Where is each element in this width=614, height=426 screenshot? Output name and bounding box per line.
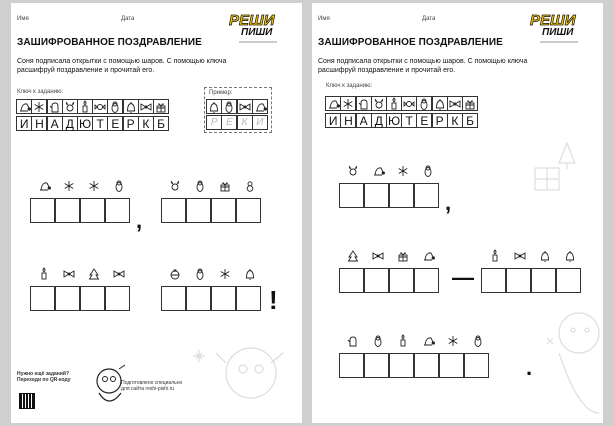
cipher-icon xyxy=(31,173,56,198)
penguin-icon xyxy=(417,97,431,111)
key-letter-cell: А xyxy=(356,113,372,128)
key-letter-cell: Ю xyxy=(78,116,92,131)
key-letter-cell: Н xyxy=(340,113,356,128)
answer-box[interactable] xyxy=(339,268,364,293)
cipher-icon xyxy=(415,328,440,353)
key-letter-cell: Т xyxy=(92,116,108,131)
cipher-icon xyxy=(390,328,415,353)
answer-box[interactable] xyxy=(439,353,464,378)
answer-box[interactable] xyxy=(236,286,261,311)
answer-box[interactable] xyxy=(414,353,439,378)
snowflake-icon xyxy=(87,179,101,193)
example-letters-row xyxy=(207,115,268,130)
candle-icon xyxy=(37,267,51,281)
bow-icon xyxy=(112,267,126,281)
example-icon-cell xyxy=(237,99,253,114)
example-box xyxy=(204,87,272,133)
penguin-icon xyxy=(193,179,207,193)
footer-right-text: Подготовлено специально для сайта reshi-pishi.ru xyxy=(121,380,183,392)
key-icon-cell xyxy=(432,96,448,111)
key-letter-cell: Р xyxy=(123,116,139,131)
punctuation-dash: — xyxy=(452,265,474,290)
cipher-icon xyxy=(56,261,81,286)
penguin-icon xyxy=(371,334,385,348)
key-letter-cell: Е xyxy=(416,113,432,128)
tree-icon xyxy=(87,267,101,281)
key-icon-cell xyxy=(92,99,108,114)
cipher-icon xyxy=(237,261,262,286)
key-icon-cell xyxy=(77,99,93,114)
key-icon-cell xyxy=(386,96,402,111)
ball-icon xyxy=(168,267,182,281)
candy-icon xyxy=(93,100,107,114)
key-letter-cell: Т xyxy=(401,113,417,128)
key-letter-cell: Д xyxy=(371,113,387,128)
answer-box[interactable] xyxy=(30,198,55,223)
bird-decoration-icon xyxy=(181,333,291,418)
name-label: Имя xyxy=(17,16,29,22)
cipher-icon xyxy=(212,261,237,286)
key-icon-cell xyxy=(123,99,139,114)
key-icon-cell xyxy=(16,99,32,114)
task-text: Соня подписала открытки с помощью шаров. С помощью ключа расшифруй поздравление и прочитай его. xyxy=(318,58,528,74)
candle-icon xyxy=(78,100,92,114)
hat-icon xyxy=(253,100,267,114)
candy-icon xyxy=(402,97,416,111)
hat-icon xyxy=(37,179,51,193)
answer-box[interactable] xyxy=(389,183,414,208)
mitten-icon xyxy=(48,100,62,114)
answer-box[interactable] xyxy=(80,198,105,223)
bell-icon xyxy=(433,97,447,111)
key-icon-cell xyxy=(47,99,63,114)
punctuation-comma: , xyxy=(445,190,452,215)
penguin-icon xyxy=(112,179,126,193)
hat-icon xyxy=(421,249,435,263)
answer-box[interactable] xyxy=(30,286,55,311)
key-icon-cell xyxy=(153,99,169,114)
example-letter-cell: Е xyxy=(221,115,237,130)
example-letter-cell: К xyxy=(237,115,253,130)
hat-icon xyxy=(17,100,31,114)
penguin-icon xyxy=(193,267,207,281)
cipher-icon xyxy=(237,173,262,198)
cipher-icon xyxy=(212,173,237,198)
cipher-word xyxy=(340,328,490,378)
cipher-icon xyxy=(187,173,212,198)
key-icon-cell xyxy=(447,96,463,111)
bow-icon xyxy=(139,100,153,114)
key-icon-cell xyxy=(416,96,432,111)
key-letters-row xyxy=(326,113,478,128)
key-icon-cell xyxy=(371,96,387,111)
gift-icon xyxy=(463,97,477,111)
page-title: ЗАШИФРОВАННОЕ ПОЗДРАВЛЕНИЕ xyxy=(318,37,503,48)
answer-box[interactable] xyxy=(105,286,130,311)
cipher-word xyxy=(340,243,440,293)
answer-box[interactable] xyxy=(211,286,236,311)
answer-box[interactable] xyxy=(186,198,211,223)
answer-box[interactable] xyxy=(161,198,186,223)
cipher-icon xyxy=(365,158,390,183)
task-text: Соня подписала открытки с помощью шаров. С помощью ключа расшифруй поздравление и прочитай его. xyxy=(17,58,227,74)
princess-decoration-icon xyxy=(507,138,603,423)
answer-box[interactable] xyxy=(364,183,389,208)
cipher-icon xyxy=(162,261,187,286)
cipher-word xyxy=(31,173,131,223)
candle-icon xyxy=(488,249,502,263)
deer-icon xyxy=(372,97,386,111)
snowflake-icon xyxy=(32,100,46,114)
punctuation-period: . xyxy=(526,355,533,380)
example-icons-row xyxy=(207,99,268,114)
bow-icon xyxy=(371,249,385,263)
answer-box[interactable] xyxy=(414,183,439,208)
key-icon-cell xyxy=(325,96,341,111)
example-letter-cell: И xyxy=(252,115,268,130)
answer-box[interactable] xyxy=(339,183,364,208)
gift-icon xyxy=(396,249,410,263)
punctuation-exclamation: ! xyxy=(269,285,278,315)
answer-box[interactable] xyxy=(364,353,389,378)
answer-box[interactable] xyxy=(364,268,389,293)
deer-icon xyxy=(63,100,77,114)
cipher-icon xyxy=(31,261,56,286)
bell-icon xyxy=(207,100,221,114)
cipher-word xyxy=(162,261,262,311)
key-letter-cell: А xyxy=(47,116,63,131)
cipher-word xyxy=(162,173,262,223)
penguin-icon xyxy=(108,100,122,114)
key-icon-cell xyxy=(401,96,417,111)
page-title: ЗАШИФРОВАННОЕ ПОЗДРАВЛЕНИЕ xyxy=(17,37,202,48)
key-letter-cell: Н xyxy=(31,116,47,131)
answer-box[interactable] xyxy=(389,353,414,378)
key-letters-row xyxy=(17,116,169,131)
answer-box[interactable] xyxy=(161,286,186,311)
logo: РЕШИ ПИШИ xyxy=(229,12,284,46)
punctuation-comma: , xyxy=(136,208,143,233)
logo: РЕШИ ПИШИ xyxy=(530,12,585,46)
answer-box[interactable] xyxy=(414,268,439,293)
answer-box[interactable] xyxy=(55,286,80,311)
key-icons-row xyxy=(326,96,478,111)
cipher-icon xyxy=(81,173,106,198)
example-icon-cell xyxy=(206,99,222,114)
key-letter-cell: Д xyxy=(62,116,78,131)
worksheet-page-1 xyxy=(11,3,302,423)
cipher-icon xyxy=(365,243,390,268)
key-icon-cell xyxy=(138,99,154,114)
key-icon-cell xyxy=(107,99,123,114)
gift-icon xyxy=(154,100,168,114)
key-letter-cell: Б xyxy=(462,113,478,128)
cipher-icon xyxy=(415,158,440,183)
cipher-word xyxy=(340,158,440,208)
answer-box[interactable] xyxy=(80,286,105,311)
bow-icon xyxy=(448,97,462,111)
hat-icon xyxy=(421,334,435,348)
date-label: Дата xyxy=(422,16,436,22)
key-label: Ключ к заданию: xyxy=(17,89,64,95)
key-letter-cell: К xyxy=(138,116,154,131)
snowman-icon xyxy=(243,179,257,193)
snowflake-icon xyxy=(396,164,410,178)
example-label: Пример: xyxy=(209,90,233,96)
cipher-icon xyxy=(340,328,365,353)
key-icon-cell xyxy=(340,96,356,111)
cipher-icon xyxy=(415,243,440,268)
penguin-icon xyxy=(222,100,236,114)
cipher-icon xyxy=(162,173,187,198)
answer-box[interactable] xyxy=(339,353,364,378)
key-icon-cell xyxy=(356,96,372,111)
cipher-icon xyxy=(390,158,415,183)
key-letter-cell: Е xyxy=(107,116,123,131)
date-label: Дата xyxy=(121,16,135,22)
bell-icon xyxy=(243,267,257,281)
answer-box[interactable] xyxy=(211,198,236,223)
mitten-icon xyxy=(357,97,371,111)
bow-icon xyxy=(62,267,76,281)
mitten-icon xyxy=(346,334,360,348)
key-icon-cell xyxy=(62,99,78,114)
key-letter-cell: И xyxy=(325,113,341,128)
cipher-icon xyxy=(187,261,212,286)
deer-icon xyxy=(168,179,182,193)
answer-box[interactable] xyxy=(55,198,80,223)
snowflake-icon xyxy=(446,334,460,348)
cipher-icon xyxy=(340,158,365,183)
cipher-icon xyxy=(106,173,131,198)
example-icon-cell xyxy=(252,99,268,114)
answer-box[interactable] xyxy=(186,286,211,311)
hat-icon xyxy=(326,97,340,111)
key-icon-cell xyxy=(462,96,478,111)
example-icon-cell xyxy=(221,99,237,114)
snowflake-icon xyxy=(341,97,355,111)
answer-box[interactable] xyxy=(236,198,261,223)
bell-icon xyxy=(124,100,138,114)
key-letter-cell: Р xyxy=(432,113,448,128)
answer-box[interactable] xyxy=(105,198,130,223)
cipher-icon xyxy=(81,261,106,286)
cipher-icon xyxy=(340,243,365,268)
footer-left-text: Нужно ещё заданий? Переходи по QR-коду xyxy=(17,371,71,383)
worksheet-page-2 xyxy=(312,3,603,423)
key-icons-row xyxy=(17,99,169,114)
example-letter-cell: Р xyxy=(206,115,222,130)
key-icon-cell xyxy=(31,99,47,114)
hat-icon xyxy=(371,164,385,178)
cipher-icon xyxy=(440,328,465,353)
cipher-icon xyxy=(482,243,507,268)
qr-code-icon[interactable] xyxy=(19,393,35,409)
tree-icon xyxy=(346,249,360,263)
cipher-word xyxy=(31,261,131,311)
cipher-icon xyxy=(56,173,81,198)
bow-icon xyxy=(238,100,252,114)
deer-icon xyxy=(346,164,360,178)
penguin-icon xyxy=(471,334,485,348)
cipher-icon xyxy=(365,328,390,353)
candle-icon xyxy=(396,334,410,348)
answer-box[interactable] xyxy=(481,268,506,293)
key-label: Ключ к заданию: xyxy=(326,83,373,89)
snowflake-icon xyxy=(218,267,232,281)
cipher-icon xyxy=(465,328,490,353)
name-label: Имя xyxy=(318,16,330,22)
penguin-icon xyxy=(421,164,435,178)
key-letter-cell: И xyxy=(16,116,32,131)
snowflake-icon xyxy=(62,179,76,193)
gift-icon xyxy=(218,179,232,193)
cipher-icon xyxy=(106,261,131,286)
key-letter-cell: К xyxy=(447,113,463,128)
cipher-icon xyxy=(390,243,415,268)
key-letter-cell: Б xyxy=(153,116,169,131)
answer-box[interactable] xyxy=(389,268,414,293)
answer-box[interactable] xyxy=(464,353,489,378)
candle-icon xyxy=(387,97,401,111)
key-letter-cell: Ю xyxy=(387,113,401,128)
